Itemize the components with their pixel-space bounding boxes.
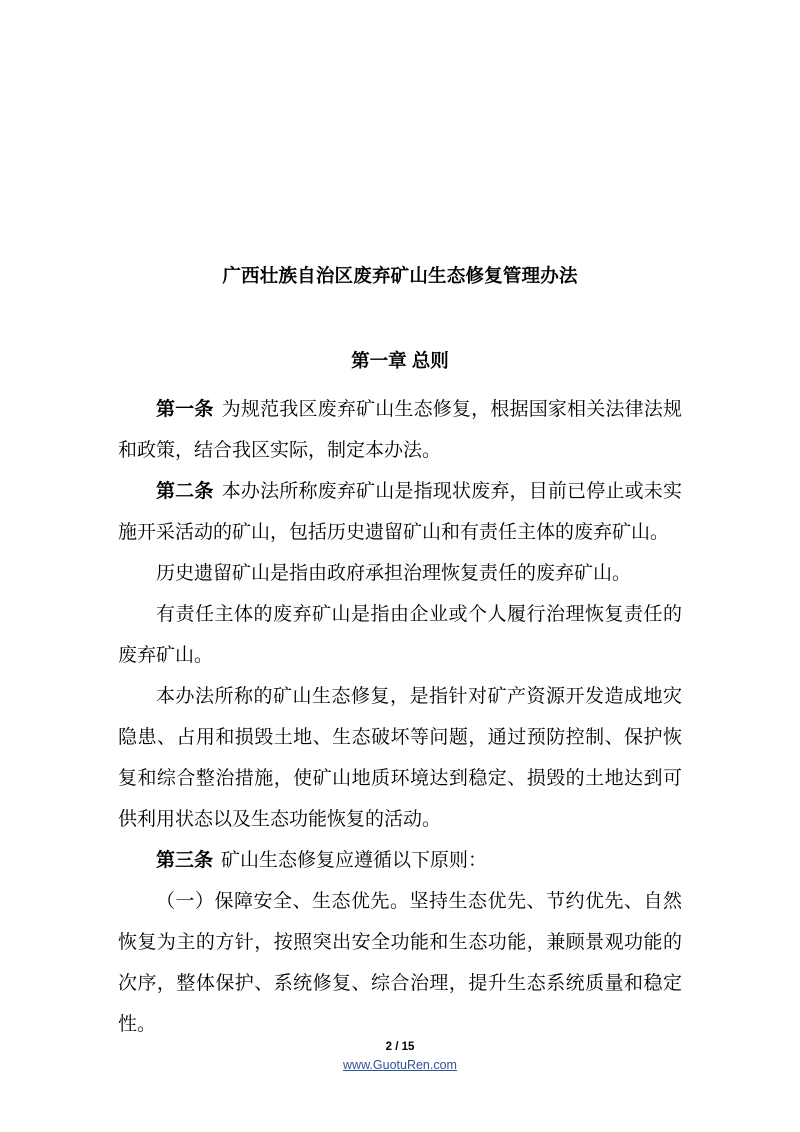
article-3-paragraph	[118, 840, 682, 881]
article-2-text-song: 本办法所称废弃矿山是指现状废弃，目前已停止或未实施开采活动的矿山，包括历史遗留矿山	[118, 481, 682, 543]
chapter-heading: 第一章 总则	[351, 350, 449, 371]
principle-1-text-part3: 整体保护、系统修复、综合治理，提升生态系统质量和稳定性。	[118, 973, 682, 1035]
article-2-paragraph-4	[118, 676, 682, 840]
historic-mine-definition-text: 历史遗留矿山是指由政府承担治理恢复责任的废弃矿山。	[156, 563, 632, 584]
article-1-label: 第一条	[156, 399, 214, 420]
article-2-paragraph-2	[118, 553, 682, 594]
article-2-label: 第二条	[156, 481, 214, 502]
page-footer	[0, 1040, 800, 1074]
responsible-party-mine-definition-text: 有责任主体的废弃矿山是指由企业或个人履行治理恢复责任的废弃矿山。	[118, 604, 682, 666]
article-3-label: 第三条	[156, 850, 214, 871]
eco-restoration-definition-text-hei: 本办法所称的矿山生态修复，是指针对矿产资源开发造成地灾隐	[118, 686, 682, 748]
article-1-text: 为规范我区废弃矿山生态修复，根据国家相关法律法规和政策，结合我区实际，制定本办法。	[118, 399, 682, 461]
article-3-item-1	[118, 881, 682, 1045]
article-2-paragraph	[118, 471, 682, 553]
principle-1-text-part2: 复为主的方针，按照突出安全功能和生态功能，兼顾景观功能的次序，	[118, 932, 682, 994]
watermark-link[interactable]: www.GuotuRen.com	[343, 1058, 457, 1072]
article-1-paragraph	[118, 375, 682, 471]
document-content	[118, 262, 682, 1045]
principle-1-text-part1: （一）保障安全、生态优先。坚持生态优先、节约优先、自然恢	[118, 891, 682, 953]
page-number: 2 / 15	[385, 1041, 415, 1053]
page-title: 广西壮族自治区废弃矿山生态修复管理办法	[222, 265, 578, 286]
article-3-text: 矿山生态修复应遵循以下原则：	[221, 850, 488, 871]
article-2-paragraph-3	[118, 594, 682, 676]
article-2-text-hei: 和有责任主体的废弃矿山。	[441, 522, 670, 543]
eco-restoration-definition-text-song: 患、占用和损毁土地、生态破坏等问题，通过预防控制、保护恢复和综合整治措施，使矿山地质环境达到稳定、损毁的土地达到可供利用状态以及生态功能恢复的活动。	[118, 727, 682, 830]
page-top-spacer	[0, 0, 800, 262]
